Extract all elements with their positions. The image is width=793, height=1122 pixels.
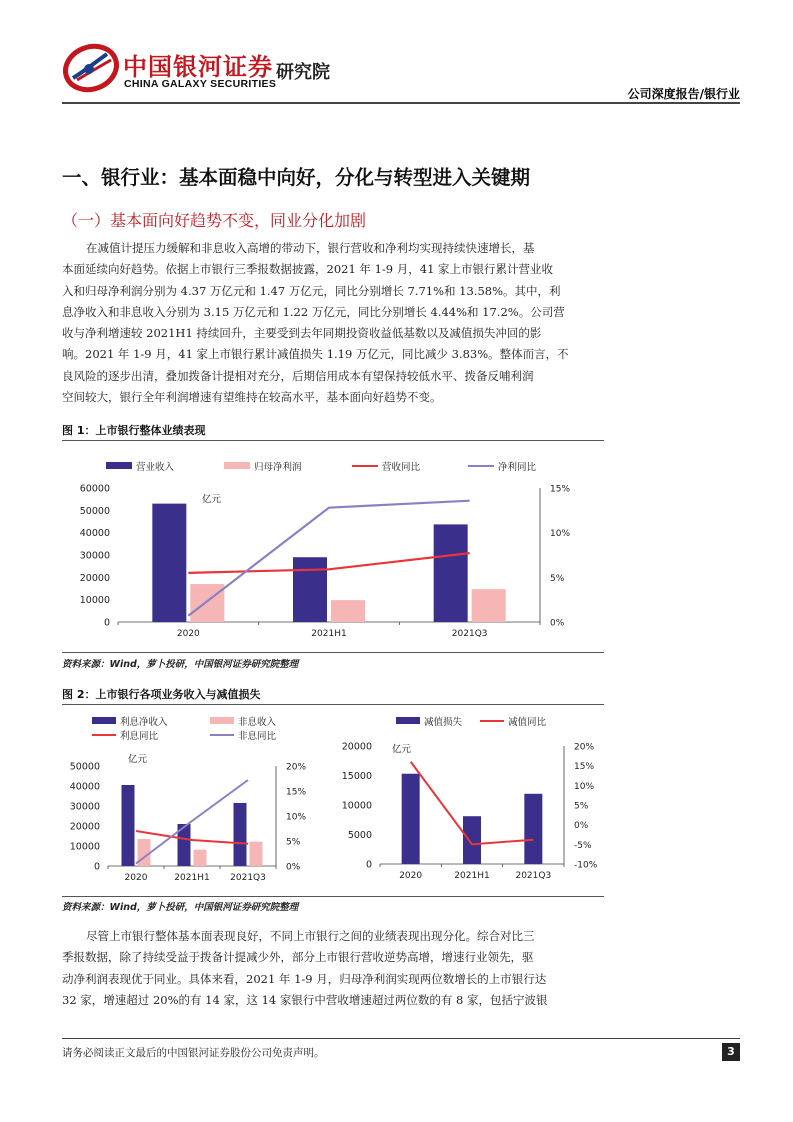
bar-归母净利润-2020 <box>190 584 224 622</box>
figure1-bottom-rule <box>62 652 604 653</box>
y-left-tick-label: 5000 <box>347 830 372 841</box>
legend-label-1: 非息收入 <box>238 717 277 728</box>
legend-swatch-1 <box>224 462 250 469</box>
line-非息同比 <box>136 780 248 864</box>
y-right-tick-label: 15% <box>574 762 595 773</box>
paragraph-line: 入和归母净利润分别为 4.37 万亿元和 1.47 万亿元，同比分别增长 7.71%和 13.58%。其中，利 <box>62 283 561 298</box>
y-left-tick-label: 50000 <box>79 505 110 517</box>
institute-name: 研究院 <box>276 62 330 83</box>
legend-swatch-1 <box>210 717 234 724</box>
x-tick-label: 2021H1 <box>174 873 210 883</box>
paragraph-line: 尽管上市银行整体基本面表现良好，不同上市银行之间的业绩表现出现分化。综合对比三 <box>86 929 535 943</box>
y-left-tick-label: 20000 <box>79 572 110 584</box>
paragraph-1 <box>62 238 740 408</box>
y-right-tick-label: 15% <box>286 787 307 798</box>
y-left-tick-label: 20000 <box>69 821 100 833</box>
brand-name-en: CHINA GALAXY SECURITIES <box>124 78 277 90</box>
y-left-tick-label: 50000 <box>69 761 100 773</box>
legend-label-1: 减值同比 <box>508 717 547 728</box>
y-left-tick-label: 15000 <box>341 771 372 782</box>
brand-name-cn: 中国银河证券 <box>123 53 273 81</box>
figure1-title: 图 1：上市银行整体业绩表现 <box>62 424 206 437</box>
legend-label-2: 营收同比 <box>382 462 421 473</box>
figure1-top-rule <box>62 440 604 441</box>
paragraph-line: 动净利润表现优于同业。具体来看，2021 年 1-9 月，归母净利润实现两位数增长的上市银行达 <box>62 971 547 986</box>
y-left-tick-label: 0 <box>93 861 100 873</box>
legend-swatch-0 <box>106 462 132 469</box>
y-left-tick-label: 0 <box>365 859 372 871</box>
paragraph-line: 32 家，增速超过 20%的有 14 家，这 14 家银行中营收增速超过两位数的有 8 家，包括宁波银 <box>62 992 548 1007</box>
paragraph-line: 本面延续向好趋势。依据上市银行三季报数据披露，2021 年 1-9 月，41 家上市银行累计营业收 <box>62 262 554 277</box>
x-tick-label: 2021Q3 <box>451 629 488 639</box>
bar-营业收入-2021Q3 <box>434 524 468 622</box>
legend-label-3: 非息同比 <box>238 731 277 742</box>
y-right-tick-label: 10% <box>286 812 307 823</box>
legend-label-0: 营业收入 <box>136 462 175 473</box>
y-right-tick-label: 0% <box>550 618 565 629</box>
paragraph-2 <box>62 926 740 1011</box>
line-利息同比 <box>136 831 248 844</box>
legend-swatch-0 <box>396 717 420 724</box>
paragraph-line: 收与净利增速较 2021H1 持续回升，主要受到去年同期投资收益低基数以及减值损失冲回的影 <box>62 326 542 341</box>
paragraph-line: 响。2021 年 1-9 月，41 家上市银行累计减值损失 1.19 万亿元，同比减少 3.83%。整体而言，不 <box>62 347 569 362</box>
galaxy-logo <box>63 44 119 96</box>
bar-归母净利润-2021Q3 <box>472 589 506 622</box>
unit-label: 亿元 <box>202 494 222 505</box>
footer-divider <box>62 1038 740 1039</box>
bar-非息收入-2021H1 <box>194 850 207 866</box>
y-left-tick-label: 30000 <box>79 550 110 562</box>
logo-mark-icon <box>63 44 119 92</box>
figure2-bottom-rule <box>62 896 604 897</box>
y-right-tick-label: 5% <box>550 573 565 584</box>
line-营收同比 <box>188 553 469 573</box>
y-right-tick-label: 0% <box>574 821 589 832</box>
y-right-tick-label: 20% <box>286 762 307 773</box>
y-right-tick-label: 10% <box>550 529 571 540</box>
legend-label-3: 净利同比 <box>498 462 537 473</box>
section-title: 一、银行业：基本面稳中向好，分化与转型进入关键期 <box>62 166 531 189</box>
y-right-tick-label: 20% <box>574 742 595 753</box>
bar-减值损失-2021H1 <box>463 816 481 864</box>
y-right-tick-label: 10% <box>574 781 595 792</box>
figure1-chart <box>62 448 604 648</box>
footer-disclaimer: 请务必阅读正文最后的中国银河证券股份公司免责声明。 <box>62 1047 325 1059</box>
x-tick-label: 2020 <box>399 871 423 881</box>
y-left-tick-label: 20000 <box>341 741 372 753</box>
figure1-source: 资料来源：Wind，萝卜投研，中国银河证券研究院整理 <box>62 659 299 670</box>
subsection-title: （一）基本面向好趋势不变，同业分化加剧 <box>62 211 367 230</box>
legend-label-1: 归母净利润 <box>254 462 302 473</box>
bar-非息收入-2021Q3 <box>250 842 263 866</box>
unit-label: 亿元 <box>392 744 412 755</box>
header-divider <box>62 102 740 104</box>
legend-swatch-0 <box>92 717 116 724</box>
y-left-tick-label: 10000 <box>69 841 100 853</box>
figure2-left-chart <box>62 708 307 894</box>
bar-利息净收入-2021Q3 <box>234 803 247 866</box>
y-left-tick-label: 40000 <box>79 528 110 540</box>
report-type: 公司深度报告/银行业 <box>627 87 740 101</box>
x-tick-label: 2020 <box>176 629 200 639</box>
y-right-tick-label: 0% <box>286 862 301 873</box>
unit-label: 亿元 <box>128 754 148 765</box>
paragraph-line: 空间较大，银行全年利润增速有望维持在较高水平，基本面向好趋势不变。 <box>62 390 442 405</box>
y-right-tick-label: -10% <box>574 860 598 871</box>
paragraph-line: 息净收入和非息收入分别为 3.15 万亿元和 1.22 万亿元，同比分别增长 4.44%和 17.2%。公司营 <box>62 304 565 319</box>
paragraph-line: 季报数据，除了持续受益于拨备计提减少外，部分上市银行营收逆势高增，增速行业领先，驱 <box>62 950 534 965</box>
y-left-tick-label: 0 <box>103 617 110 629</box>
bar-营业收入-2020 <box>152 504 186 622</box>
x-tick-label: 2021Q3 <box>515 871 552 881</box>
bar-减值损失-2020 <box>402 774 420 864</box>
legend-label-2: 利息同比 <box>120 731 159 742</box>
bar-营业收入-2021H1 <box>293 557 327 622</box>
bar-利息净收入-2020 <box>122 785 135 866</box>
paragraph-line: 良风险的逐步出清，叠加拨备计提相对充分，后期信用成本有望保持较低水平、拨备反哺利润 <box>62 368 534 383</box>
y-left-tick-label: 30000 <box>69 801 100 813</box>
x-tick-label: 2021Q3 <box>230 873 266 883</box>
bar-减值损失-2021Q3 <box>524 794 542 864</box>
x-tick-label: 2021H1 <box>311 629 347 639</box>
y-right-tick-label: 15% <box>550 484 571 495</box>
figure2-source: 资料来源：Wind，萝卜投研，中国银河证券研究院整理 <box>62 902 299 913</box>
y-left-tick-label: 10000 <box>341 800 372 812</box>
legend-label-0: 减值损失 <box>424 717 463 728</box>
figure2-right-chart <box>330 708 604 894</box>
legend-label-0: 利息净收入 <box>120 717 168 728</box>
y-right-tick-label: 5% <box>574 801 589 812</box>
figure2-top-rule <box>62 704 604 705</box>
figure2-title: 图 2：上市银行各项业务收入与减值损失 <box>62 688 261 701</box>
paragraph-line: 在减值计提压力缓解和非息收入高增的带动下，银行营收和净利均实现持续快速增长，基 <box>86 241 535 255</box>
y-right-tick-label: -5% <box>574 840 592 851</box>
page-number: 3 <box>722 1043 740 1061</box>
bar-归母净利润-2021H1 <box>331 600 365 622</box>
y-left-tick-label: 40000 <box>69 781 100 793</box>
y-right-tick-label: 5% <box>286 837 301 848</box>
y-left-tick-label: 10000 <box>79 595 110 607</box>
y-left-tick-label: 60000 <box>79 483 110 495</box>
x-tick-label: 2021H1 <box>454 871 490 881</box>
x-tick-label: 2020 <box>124 873 148 883</box>
